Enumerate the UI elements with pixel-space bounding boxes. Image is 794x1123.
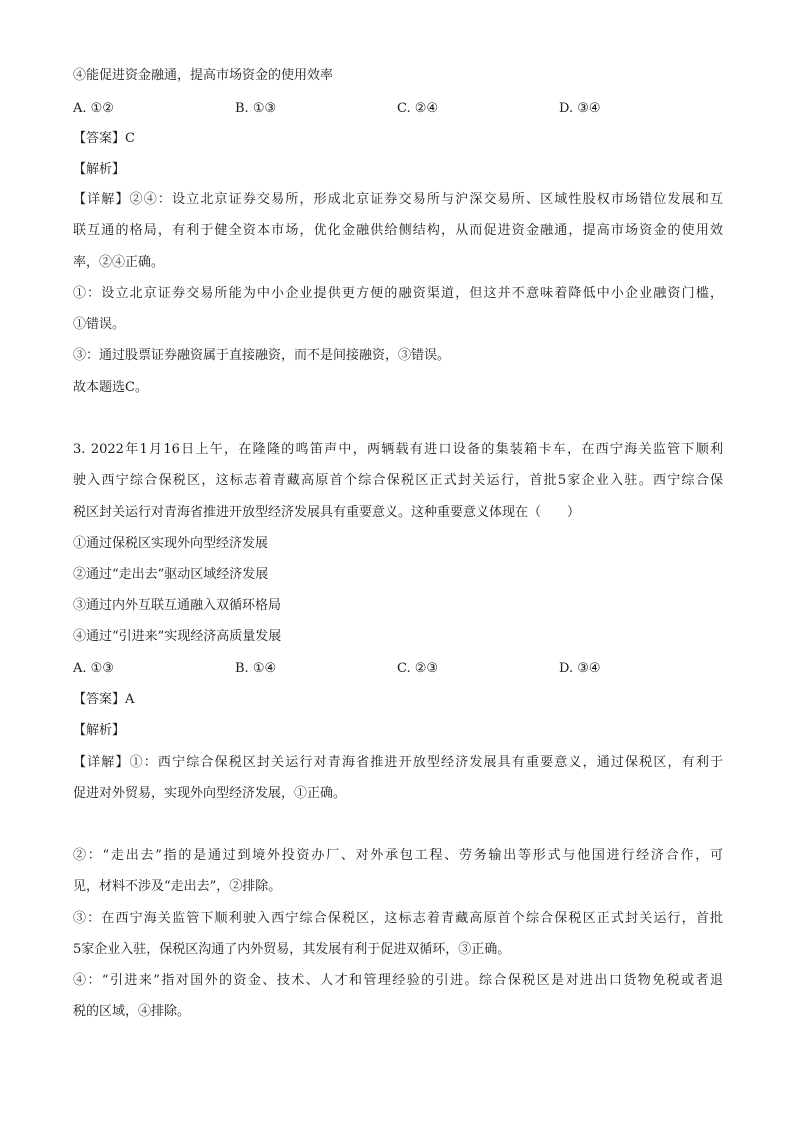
q2-detail-line: 【详解】②④：设立北京证券交易所，形成北京证券交易所与沪深交易所、区域性股权市场错位发展和互 [73,192,723,207]
q3-option-1: ①通过保税区实现外向型经济发展 [73,536,269,551]
q3-option-3: ③通过内外互联互通融入双循环格局 [73,598,282,613]
q3-option-2: ②通过“走出去”驱动区域经济发展 [73,567,269,582]
q3-choice-c: C. ②③ [397,661,439,676]
q3-choices [73,660,723,678]
q3-detail-line: ③：在西宁海关监管下顺利驶入西宁综合保税区，这标志着青藏高原首个综合保税区正式封关运行，首批 [73,911,723,926]
q2-detail-line: 联互通的格局，有利于健全资本市场，优化金融供给侧结构，从而促进资金融通，提高市场资金的使用效 [73,223,723,238]
q3-detail-line: ②：“走出去”指的是通过到境外投资办厂、对外承包工程、劳务输出等形式与他国进行经济合作，可 [73,848,723,863]
q3-stem-line: 驶入西宁综合保税区，这标志着青藏高原首个综合保税区正式封关运行，首批5家企业入驻。西宁综合保 [73,473,723,488]
q2-detail-line: ③：通过股票证券融资属于直接融资，而不是间接融资，③错误。 [73,348,451,363]
q3-detail-line: 5家企业入驻，保税区沟通了内外贸易，其发展有利于促进双循环，③正确。 [73,942,511,957]
q2-detail-line: ①：设立北京证券交易所能为中小企业提供更方便的融资渠道，但这并不意味着降低中小企业融资门槛， [73,286,723,301]
q3-answer: 【答案】A [73,692,135,707]
q3-detail-line: ④：“引进来”指对国外的资金、技术、人才和管理经验的引进。综合保税区是对进出口货物免税或者退 [73,973,723,988]
q2-detail-line: 率，②④正确。 [73,255,165,270]
q2-option-4: ④能促进资金融通，提高市场资金的使用效率 [73,68,334,83]
q3-choice-a: A. ①③ [73,661,114,676]
q3-option-4: ④通过“引进来”实现经济高质量发展 [73,629,282,644]
q3-detail-line: 见，材料不涉及“走出去”，②排除。 [73,879,282,894]
q3-analysis-label: 【解析】 [73,723,126,738]
q3-detail-line: 【详解】①：西宁综合保税区封关运行对青海省推进开放型经济发展具有重要意义，通过保税区，有利于 [73,755,723,770]
q2-choice-d: D. ③④ [559,101,601,116]
q2-choice-a: A. ①② [73,101,114,116]
q2-answer: 【答案】C [73,131,135,146]
q3-choice-d: D. ③④ [559,661,601,676]
q3-choice-b: B. ①④ [235,661,277,676]
q3-detail-line: 促进对外贸易，实现外向型经济发展，①正确。 [73,786,347,801]
document-page [73,0,723,1123]
q3-stem-line: 税区封关运行对青海省推进开放型经济发展具有重要意义。这种重要意义体现在（ ） [73,505,581,520]
q2-analysis-label: 【解析】 [73,162,126,177]
q2-choices [73,100,723,118]
q2-conclusion: 故本题选C。 [73,380,148,395]
q2-choice-c: C. ②④ [397,101,439,116]
q3-detail-line: 税的区域，④排除。 [73,1004,191,1019]
q2-detail-line: ①错误。 [73,317,126,332]
q3-stem-line: 3. 2022年1月16日上午，在隆隆的鸣笛声中，两辆载有进口设备的集装箱卡车，在西宁海关监管下顺利 [73,442,723,457]
q2-choice-b: B. ①③ [235,101,277,116]
